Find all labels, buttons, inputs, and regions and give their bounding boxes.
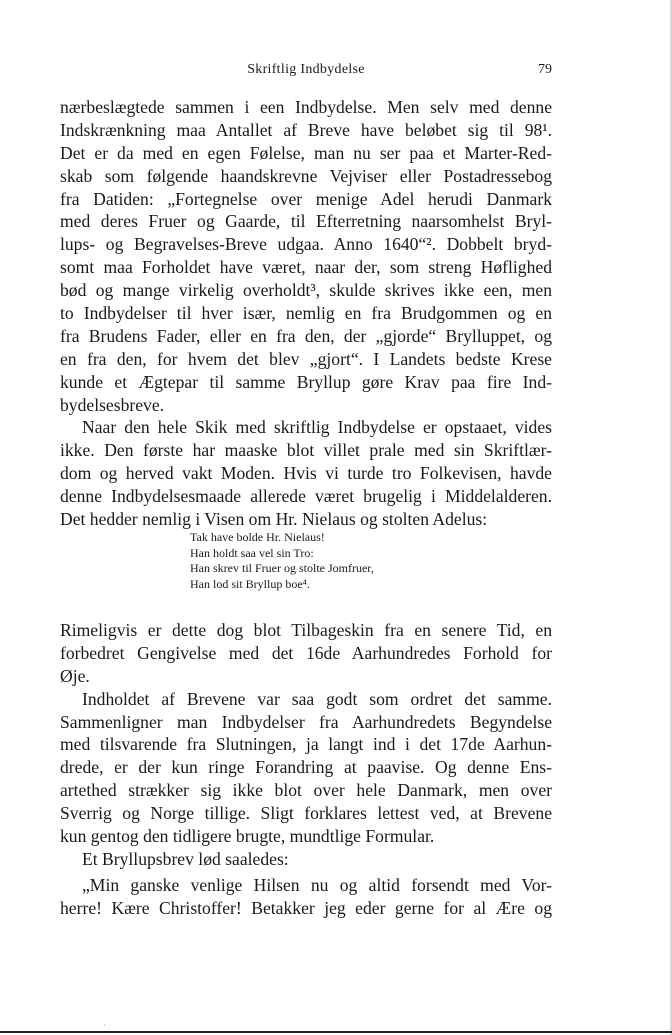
paragraph-block-1 (60, 96, 552, 531)
running-title: Skriftlig Indbydelse (247, 62, 365, 77)
text-line: fra Brudens Fader, eller en fra den, der „gjorde“ Brylluppet, og (60, 325, 552, 346)
text-line: Sammenligner man Indbydelser fra Aarhundredets Begyndelse (60, 711, 552, 732)
text-line: artethed strækker sig ikke blot over hele Danmark, men over (60, 780, 552, 801)
text-line: dom og herved vakt Moden. Hvis vi turde tro Folkevisen, havde (60, 463, 552, 484)
text-line: bød og mange virkelig overholdt³, skulde skrives ikke een, men (60, 280, 552, 301)
text-line: Sverrig og Norge tillige. Sligt forklares lettest ved, at Brevene (60, 803, 552, 824)
verse-line: Tak have bolde Hr. Nielaus! (190, 530, 325, 544)
text-line: drede, er der kun ringe Forandring at paavise. Og denne Ens- (60, 757, 552, 778)
text-line: Indholdet af Brevene var saa godt som ordret det samme. (82, 688, 552, 709)
text-line: Øje. (60, 665, 90, 686)
text-line: Naar den hele Skik med skriftlig Indbydelse er opstaaet, vides (82, 417, 552, 438)
text-line: kun gentog den tidligere brugte, mundtlige Formular. (60, 826, 435, 847)
paragraph-block-2 (60, 619, 552, 871)
text-line: „Min ganske venlige Hilsen nu og altid forsendt med Vor- (82, 875, 552, 895)
page-number: 79 (538, 62, 552, 77)
text-line: kunde et Ægtepar til samme Bryllup gøre Krav paa fire Ind- (60, 371, 552, 392)
verse-line: Han lod sit Bryllup boe⁴. (190, 576, 310, 591)
text-line: Det hedder nemlig i Visen om Hr. Nielaus og stolten Adelus: (60, 509, 488, 530)
text-line: Det er da med en egen Følelse, man nu ser paa et Marter-Red- (60, 142, 552, 163)
text-line: bydelsesbreve. (60, 394, 165, 415)
verse-line: Han skrev til Fruer og stolte Jomfruer, (190, 561, 374, 575)
text-line: med tilsvarende fra Slutningen, ja langt ind i det 17de Aarhun- (60, 734, 552, 755)
text-line: herre! Kære Christoffer! Betakker jeg eder gerne for al Ære og (60, 897, 552, 918)
scan-bottom-edge (0, 1031, 672, 1033)
text-line: Rimeligvis er dette dog blot Tilbageskin fra en senere Tid, en (60, 620, 552, 640)
text-line: nærbeslægtede sammen i een Indbydelse. Men selv med denne (60, 97, 552, 117)
text-line: ikke. Den første har maaske blot villet prale med sin Skriftlær- (60, 440, 552, 461)
text-line: somt maa Forholdet have været, naar der, som streng Høflighed (60, 257, 552, 278)
text-line: forbedret Gengivelse med det 16de Aarhundredes Forhold for (60, 642, 552, 663)
page-header (60, 62, 552, 86)
paragraph-block-3 (60, 874, 552, 920)
text-line: skab som følgende haandskrevne Vejviser eller Postadressebog (60, 165, 552, 186)
verse-line: Han holdt saa vel sin Tro: (190, 545, 314, 560)
text-line: fra Datiden: „Fortegnelse over menige Adel herudi Danmark (60, 188, 552, 209)
text-line: en fra den, for hvem det blev „gjort“. I Landets bedste Krese (60, 348, 552, 369)
text-line: to Indbydelser til hver især, nemlig en fra Brudgommen og en (60, 303, 552, 324)
verse-quotation (190, 530, 374, 592)
scan-speck: · (103, 1021, 106, 1030)
text-line: Indskrænkning maa Antallet af Breve have beløbet sig til 98¹. (60, 119, 552, 140)
text-line: Et Bryllupsbrev lød saaledes: (82, 848, 289, 869)
text-line: lups- og Begravelses-Breve udgaa. Anno 1640“². Dobbelt bryd- (60, 234, 552, 255)
text-line: med deres Fruer og Gaarde, til Efterretning naarsomhelst Bryl- (60, 211, 552, 232)
text-line: denne Indbydelsesmaade allerede været brugelig i Middelalderen. (60, 486, 552, 507)
